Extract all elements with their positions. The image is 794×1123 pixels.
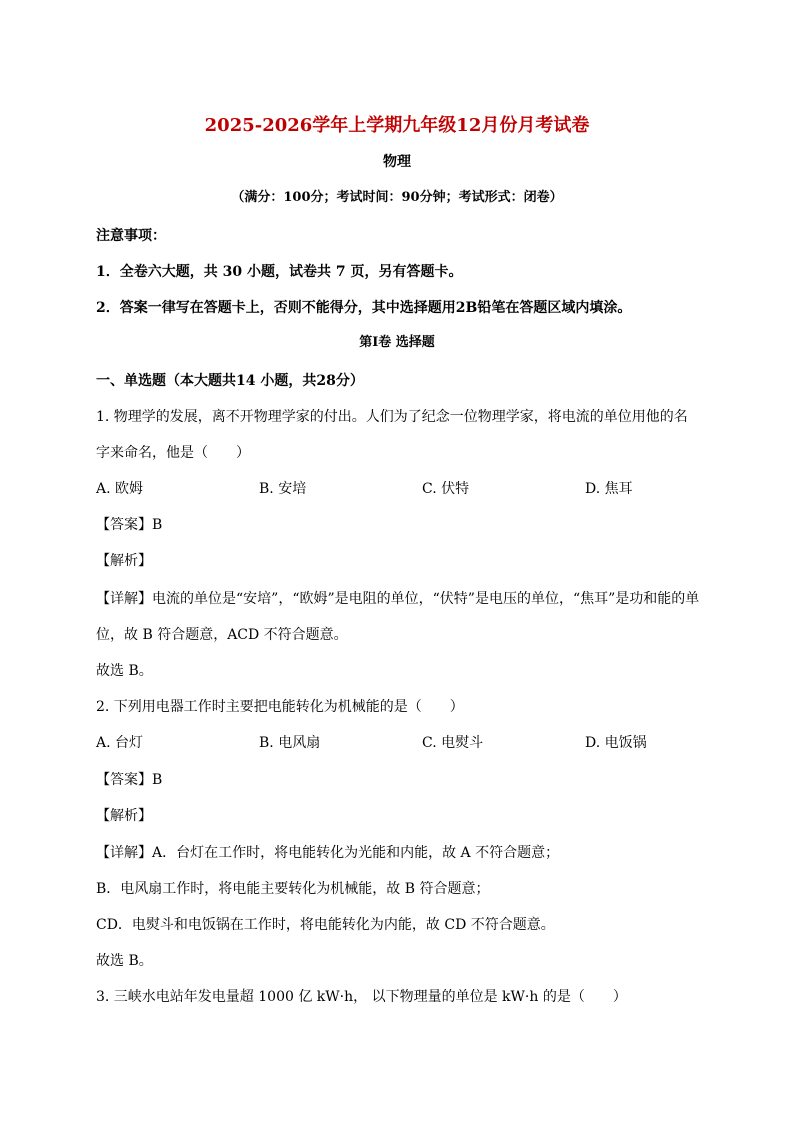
answer-label: 【答案】B — [96, 772, 163, 788]
answer-label: 【答案】B — [96, 517, 163, 533]
question-stem: 1. 物理学的发展，离不开物理学家的付出。人们为了纪念一位物理学家，将电流的单位用他的名 — [96, 409, 688, 425]
question-stem: 3. 三峡水电站年发电量超 1000 亿 kW·h， 以下物理量的单位是 kW·h 的是（ ） — [96, 989, 627, 1005]
analysis-label: 【解析】 — [96, 553, 152, 569]
conclusion-text: 故选 B。 — [96, 663, 153, 679]
subject-heading: 物理 — [383, 154, 411, 170]
option-d: D. 电饭锅 — [585, 735, 647, 751]
notice-item: 2．答案一律写在答题卡上，否则不能得分，其中选择题用2B铅笔在答题区域内填涂。 — [96, 300, 632, 316]
option-a: A. 欧姆 — [96, 481, 144, 497]
option-c: C. 伏特 — [422, 481, 470, 497]
option-c: C. 电熨斗 — [422, 735, 484, 751]
option-b: B. 安培 — [259, 481, 307, 497]
notice-heading: 注意事项： — [96, 228, 166, 244]
notice-item: 1．全卷六大题，共 30 小题，试卷共 7 页，另有答题卡。 — [96, 264, 463, 280]
detail-text: 【详解】A．台灯在工作时，将电能转化为光能和内能，故 A 不符合题意； — [96, 845, 560, 861]
detail-text: 【详解】电流的单位是“安培”，“欧姆”是电阻的单位，“伏特”是电压的单位，“焦耳”是功和能的单 — [96, 591, 700, 607]
detail-text: CD．电熨斗和电饭锅在工作时，将电能转化为内能，故 CD 不符合题意。 — [96, 917, 555, 933]
exam-info: （满分：100分；考试时间：90分钟；考试形式：闭卷） — [231, 190, 563, 205]
exam-title: 2025-2026学年上学期九年级12月份月考试卷 — [204, 115, 590, 136]
option-a: A. 台灯 — [96, 735, 144, 751]
detail-text: 位，故 B 符合题意，ACD 不符合题意。 — [96, 627, 348, 643]
option-d: D. 焦耳 — [585, 481, 633, 497]
volume-title: 第Ⅰ卷 选择题 — [359, 335, 435, 350]
conclusion-text: 故选 B。 — [96, 953, 153, 969]
analysis-label: 【解析】 — [96, 808, 152, 824]
question-stem: 2. 下列用电器工作时主要把电能转化为机械能的是（ ） — [96, 699, 464, 715]
detail-text: B．电风扇工作时，将电能主要转化为机械能，故 B 符合题意； — [96, 881, 490, 897]
question-stem: 字来命名，他是（ ） — [96, 445, 250, 461]
option-b: B. 电风扇 — [259, 735, 321, 751]
part-title: 一、单选题（本大题共14 小题，共28分） — [96, 373, 364, 389]
